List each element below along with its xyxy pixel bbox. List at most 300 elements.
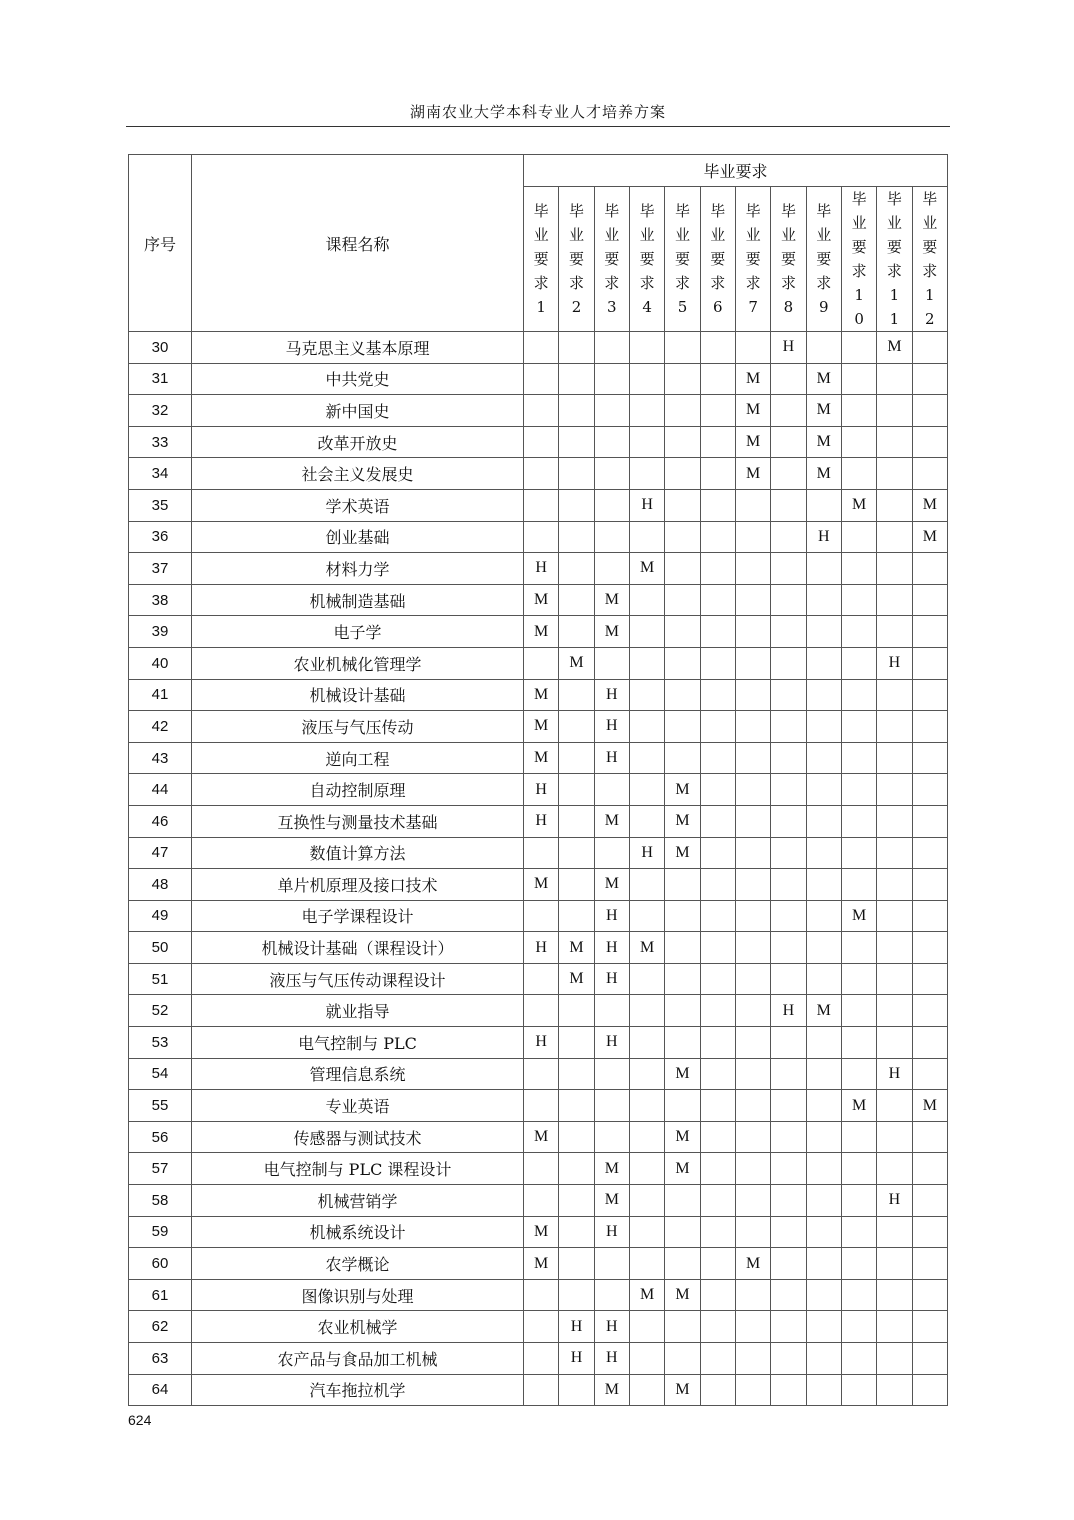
requirement-1-mark-cell [524,458,559,490]
requirement-9-mark-cell [806,616,841,648]
requirement-5-mark-cell [665,363,700,395]
table-row [129,521,948,553]
course-name-cell: 机械设计基础 [192,679,524,711]
requirement-5-mark-cell: M [665,1153,700,1185]
requirement-7-mark-cell [735,742,770,774]
requirement-2-mark-cell [559,711,594,743]
requirement-8-mark-cell [771,1185,806,1217]
requirement-2-mark-cell [559,900,594,932]
requirement-11-mark-cell [877,1343,912,1375]
requirement-5-mark-cell [665,932,700,964]
requirement-2-mark-cell: M [559,932,594,964]
requirement-10-mark-cell [841,395,876,427]
requirement-11-mark-cell [877,395,912,427]
requirement-header-label: 毕业要求10 [851,190,867,328]
table-row [129,1185,948,1217]
requirement-6-mark-cell [700,1279,735,1311]
requirement-10-mark-cell [841,1311,876,1343]
requirement-8-mark-cell [771,1121,806,1153]
table-row [129,869,948,901]
requirement-4-mark-cell [629,458,664,490]
requirement-6-mark-cell [700,584,735,616]
course-name-cell: 农业机械化管理学 [192,647,524,679]
requirement-1-mark-cell: M [524,616,559,648]
requirement-9-mark-cell [806,1216,841,1248]
requirement-6-mark-cell [700,774,735,806]
requirement-4-mark-cell [629,332,664,364]
requirement-5-mark-cell: M [665,1374,700,1406]
requirement-7-mark-cell [735,995,770,1027]
requirement-1-mark-cell: H [524,774,559,806]
requirement-3-mark-cell: M [594,1374,629,1406]
requirement-12-mark-cell [912,963,947,995]
requirement-header-label: 毕业要求9 [816,202,832,316]
requirement-9-mark-cell [806,837,841,869]
requirement-5-mark-cell [665,1343,700,1375]
table-row [129,1058,948,1090]
requirement-11-mark-cell [877,1374,912,1406]
requirement-10-mark-cell [841,458,876,490]
requirement-9-mark-cell: M [806,363,841,395]
requirement-11-mark-cell [877,742,912,774]
row-seq-number: 51 [129,963,192,995]
requirement-11-mark-cell [877,1090,912,1122]
requirement-5-mark-cell [665,1311,700,1343]
requirement-9-mark-cell [806,1248,841,1280]
requirement-10-mark-cell [841,837,876,869]
requirement-3-mark-cell [594,521,629,553]
requirement-4-mark-cell [629,584,664,616]
requirement-2-mark-cell [559,521,594,553]
requirement-3-mark-cell [594,363,629,395]
requirement-3-mark-cell: H [594,1027,629,1059]
requirement-11-header [877,187,912,332]
requirement-11-mark-cell [877,711,912,743]
requirement-9-mark-cell [806,869,841,901]
requirement-4-mark-cell [629,711,664,743]
requirement-1-mark-cell [524,1090,559,1122]
course-name-cell: 机械设计基础（课程设计） [192,932,524,964]
requirement-6-mark-cell [700,1216,735,1248]
course-name-cell: 管理信息系统 [192,1058,524,1090]
requirement-10-mark-cell [841,711,876,743]
table-row [129,616,948,648]
requirement-4-mark-cell [629,1374,664,1406]
requirement-6-mark-cell [700,711,735,743]
requirement-10-header [841,187,876,332]
requirement-5-mark-cell [665,458,700,490]
requirement-6-mark-cell [700,647,735,679]
requirement-12-mark-cell [912,1343,947,1375]
requirement-4-mark-cell [629,363,664,395]
requirement-4-mark-cell [629,995,664,1027]
requirement-9-mark-cell [806,963,841,995]
row-seq-number: 64 [129,1374,192,1406]
requirement-8-mark-cell [771,932,806,964]
requirement-3-mark-cell: H [594,1343,629,1375]
requirement-6-mark-cell [700,1153,735,1185]
requirement-9-mark-cell: M [806,395,841,427]
requirement-12-mark-cell [912,332,947,364]
requirement-4-mark-cell [629,426,664,458]
requirement-6-mark-cell [700,932,735,964]
requirement-5-mark-cell: M [665,1121,700,1153]
requirement-5-mark-cell: M [665,1058,700,1090]
requirement-1-mark-cell [524,1279,559,1311]
requirement-5-mark-cell: M [665,837,700,869]
table-row [129,1248,948,1280]
requirement-9-mark-cell: H [806,521,841,553]
requirement-8-mark-cell [771,805,806,837]
requirement-9-mark-cell [806,584,841,616]
requirement-3-mark-cell [594,1058,629,1090]
row-seq-number: 37 [129,553,192,585]
row-seq-number: 44 [129,774,192,806]
course-name-cell: 电气控制与 PLC 课程设计 [192,1153,524,1185]
requirement-7-mark-cell: M [735,1248,770,1280]
requirement-9-mark-cell [806,711,841,743]
requirement-7-mark-cell [735,647,770,679]
requirement-9-mark-cell [806,1027,841,1059]
requirement-12-mark-cell [912,1216,947,1248]
requirement-header-label: 毕业要求4 [639,202,655,316]
requirement-6-mark-cell [700,1058,735,1090]
requirement-7-mark-cell [735,932,770,964]
requirement-8-mark-cell [771,1058,806,1090]
requirement-7-mark-cell [735,332,770,364]
requirement-4-mark-cell [629,1216,664,1248]
requirement-1-mark-cell [524,489,559,521]
requirement-7-mark-cell [735,679,770,711]
requirement-4-mark-cell [629,1311,664,1343]
requirement-8-mark-cell [771,1090,806,1122]
requirement-3-mark-cell [594,774,629,806]
requirement-11-mark-cell [877,995,912,1027]
requirement-6-mark-cell [700,900,735,932]
requirement-10-mark-cell [841,805,876,837]
requirement-8-mark-cell: H [771,995,806,1027]
requirement-6-mark-cell [700,1343,735,1375]
row-seq-number: 53 [129,1027,192,1059]
requirement-5-mark-cell [665,1090,700,1122]
requirement-12-mark-cell [912,1058,947,1090]
course-name-cell: 传感器与测试技术 [192,1121,524,1153]
requirement-1-header [524,187,559,332]
requirement-5-mark-cell [665,521,700,553]
requirement-9-mark-cell [806,553,841,585]
requirement-11-mark-cell [877,805,912,837]
requirement-9-mark-cell [806,1121,841,1153]
requirement-8-mark-cell [771,395,806,427]
requirement-6-mark-cell [700,1311,735,1343]
requirement-1-mark-cell: H [524,553,559,585]
requirement-1-mark-cell: M [524,1248,559,1280]
course-name-cell: 机械系统设计 [192,1216,524,1248]
requirement-6-mark-cell [700,426,735,458]
requirement-9-mark-cell [806,742,841,774]
table-row [129,1216,948,1248]
requirement-4-mark-cell [629,742,664,774]
row-seq-number: 42 [129,711,192,743]
requirement-9-mark-cell [806,1311,841,1343]
table-row [129,1153,948,1185]
requirement-8-mark-cell [771,1248,806,1280]
row-seq-number: 40 [129,647,192,679]
requirement-1-mark-cell [524,900,559,932]
requirement-8-mark-cell [771,521,806,553]
requirement-12-mark-cell: M [912,489,947,521]
requirement-8-mark-cell [771,679,806,711]
requirement-11-mark-cell [877,553,912,585]
requirement-5-mark-cell [665,332,700,364]
requirement-3-mark-cell: M [594,805,629,837]
requirement-4-mark-cell [629,1090,664,1122]
table-row [129,458,948,490]
requirement-2-mark-cell [559,742,594,774]
requirement-8-mark-cell [771,1279,806,1311]
requirement-7-mark-cell [735,1090,770,1122]
requirement-1-mark-cell: M [524,584,559,616]
requirement-6-mark-cell [700,1374,735,1406]
requirement-9-mark-cell [806,1279,841,1311]
course-name-cell: 互换性与测量技术基础 [192,805,524,837]
requirement-1-mark-cell: M [524,1121,559,1153]
requirement-11-mark-cell: H [877,1058,912,1090]
requirement-5-mark-cell: M [665,1279,700,1311]
requirement-6-mark-cell [700,616,735,648]
requirement-12-mark-cell [912,1279,947,1311]
course-name-cell: 电子学课程设计 [192,900,524,932]
requirement-8-mark-cell [771,1216,806,1248]
requirement-10-mark-cell [841,332,876,364]
table-row [129,900,948,932]
requirement-3-mark-cell: H [594,932,629,964]
requirement-9-mark-cell [806,1343,841,1375]
requirement-3-mark-cell [594,553,629,585]
requirement-10-mark-cell [841,1374,876,1406]
requirement-8-mark-cell [771,900,806,932]
requirement-1-mark-cell [524,963,559,995]
course-name-cell: 学术英语 [192,489,524,521]
table-row [129,963,948,995]
requirement-2-mark-cell [559,1279,594,1311]
requirement-9-mark-cell [806,647,841,679]
requirement-3-mark-cell [594,489,629,521]
requirement-10-mark-cell [841,1216,876,1248]
course-name-cell: 新中国史 [192,395,524,427]
requirement-8-mark-cell [771,553,806,585]
requirement-12-mark-cell: M [912,1090,947,1122]
requirement-4-mark-cell [629,1343,664,1375]
table-row [129,426,948,458]
requirement-5-mark-cell [665,1185,700,1217]
requirement-3-mark-cell [594,995,629,1027]
requirement-12-mark-cell [912,553,947,585]
course-name-cell: 材料力学 [192,553,524,585]
requirement-4-mark-cell [629,1153,664,1185]
requirement-12-mark-cell: M [912,521,947,553]
requirement-12-mark-cell [912,458,947,490]
requirement-4-mark-cell [629,900,664,932]
requirement-1-mark-cell: M [524,742,559,774]
requirement-header-label: 毕业要求7 [745,202,761,316]
requirement-9-mark-cell [806,1058,841,1090]
requirement-2-mark-cell [559,1027,594,1059]
requirement-5-mark-cell [665,679,700,711]
requirement-2-mark-cell [559,395,594,427]
requirement-2-mark-cell [559,1121,594,1153]
row-seq-number: 54 [129,1058,192,1090]
table-row [129,363,948,395]
requirement-5-mark-cell [665,963,700,995]
requirement-10-mark-cell [841,742,876,774]
requirement-12-mark-cell [912,1374,947,1406]
requirement-9-mark-cell [806,679,841,711]
requirement-4-mark-cell [629,521,664,553]
row-seq-number: 43 [129,742,192,774]
course-name-cell: 创业基础 [192,521,524,553]
requirement-12-mark-cell [912,711,947,743]
table-row [129,1279,948,1311]
requirement-2-mark-cell [559,869,594,901]
requirement-6-mark-cell [700,395,735,427]
requirement-10-mark-cell [841,995,876,1027]
requirement-10-mark-cell [841,774,876,806]
requirement-12-mark-cell [912,647,947,679]
row-seq-number: 39 [129,616,192,648]
requirement-11-mark-cell [877,458,912,490]
requirement-7-mark-cell [735,584,770,616]
requirement-3-mark-cell [594,837,629,869]
requirement-5-mark-cell [665,869,700,901]
requirement-7-mark-cell [735,774,770,806]
requirement-9-mark-cell [806,1090,841,1122]
course-name-cell: 中共党史 [192,363,524,395]
requirement-11-mark-cell: H [877,647,912,679]
row-seq-number: 34 [129,458,192,490]
requirement-11-mark-cell [877,774,912,806]
requirement-8-mark-cell [771,711,806,743]
requirement-10-mark-cell [841,1027,876,1059]
requirement-8-mark-cell [771,1374,806,1406]
requirement-4-mark-cell [629,1027,664,1059]
row-seq-number: 38 [129,584,192,616]
requirement-1-mark-cell [524,995,559,1027]
requirement-8-mark-cell [771,584,806,616]
requirement-6-mark-cell [700,679,735,711]
requirement-2-mark-cell [559,837,594,869]
requirement-2-mark-cell: M [559,647,594,679]
requirement-12-mark-cell [912,900,947,932]
requirement-4-mark-cell: H [629,837,664,869]
requirement-8-mark-cell: H [771,332,806,364]
requirement-7-mark-cell [735,1153,770,1185]
page-header-title: 湖南农业大学本科专业人才培养方案 [409,103,666,121]
requirement-3-header [594,187,629,332]
requirement-10-mark-cell [841,1185,876,1217]
requirement-4-mark-cell [629,774,664,806]
requirement-header-label: 毕业要求12 [922,190,938,328]
requirement-2-mark-cell [559,553,594,585]
requirement-6-mark-cell [700,963,735,995]
course-name-cell: 电气控制与 PLC [192,1027,524,1059]
requirement-3-mark-cell: H [594,679,629,711]
requirement-1-mark-cell: M [524,711,559,743]
requirement-6-mark-cell [700,1185,735,1217]
course-name-cell: 图像识别与处理 [192,1279,524,1311]
row-seq-number: 33 [129,426,192,458]
course-name-cell: 逆向工程 [192,742,524,774]
table-row [129,837,948,869]
requirement-7-mark-cell: M [735,426,770,458]
row-seq-number: 62 [129,1311,192,1343]
requirement-header-label: 毕业要求8 [780,202,796,316]
requirement-4-mark-cell [629,805,664,837]
requirement-7-mark-cell [735,616,770,648]
row-seq-number: 47 [129,837,192,869]
requirement-6-mark-cell [700,332,735,364]
requirement-10-mark-cell [841,869,876,901]
requirement-2-mark-cell [559,1374,594,1406]
requirement-5-mark-cell [665,742,700,774]
requirement-3-mark-cell: H [594,742,629,774]
row-seq-number: 36 [129,521,192,553]
graduation-requirements-matrix-table [128,154,948,1406]
requirement-2-mark-cell [559,679,594,711]
requirement-5-mark-cell [665,584,700,616]
requirement-6-mark-cell [700,995,735,1027]
row-seq-number: 41 [129,679,192,711]
requirement-header-label: 毕业要求1 [533,202,549,316]
requirement-3-mark-cell: H [594,711,629,743]
requirement-3-mark-cell [594,458,629,490]
requirement-12-mark-cell [912,1121,947,1153]
requirement-11-mark-cell [877,616,912,648]
requirement-3-mark-cell [594,395,629,427]
requirement-6-mark-cell [700,521,735,553]
requirement-9-mark-cell [806,489,841,521]
requirement-1-mark-cell [524,363,559,395]
requirement-header-label: 毕业要求11 [886,190,902,328]
requirement-3-mark-cell: H [594,900,629,932]
requirement-10-mark-cell [841,521,876,553]
requirement-1-mark-cell [524,332,559,364]
requirement-1-mark-cell: M [524,869,559,901]
requirement-2-mark-cell [559,1216,594,1248]
requirement-4-mark-cell: M [629,1279,664,1311]
requirement-7-mark-cell [735,1058,770,1090]
requirement-12-mark-cell [912,1248,947,1280]
requirement-9-mark-cell [806,1185,841,1217]
requirement-3-mark-cell: M [594,1153,629,1185]
requirement-3-mark-cell: M [594,616,629,648]
requirement-5-mark-cell: M [665,774,700,806]
requirement-2-mark-cell [559,584,594,616]
requirement-5-header [665,187,700,332]
requirement-7-mark-cell [735,521,770,553]
requirement-7-mark-cell [735,900,770,932]
requirement-10-mark-cell [841,1279,876,1311]
requirement-2-mark-cell: H [559,1343,594,1375]
requirement-3-mark-cell [594,1121,629,1153]
row-seq-number: 61 [129,1279,192,1311]
requirement-10-mark-cell [841,1248,876,1280]
requirement-1-mark-cell [524,1374,559,1406]
requirement-7-mark-cell: M [735,363,770,395]
course-name-cell: 电子学 [192,616,524,648]
requirement-10-mark-cell [841,647,876,679]
requirement-header-label: 毕业要求2 [568,202,584,316]
